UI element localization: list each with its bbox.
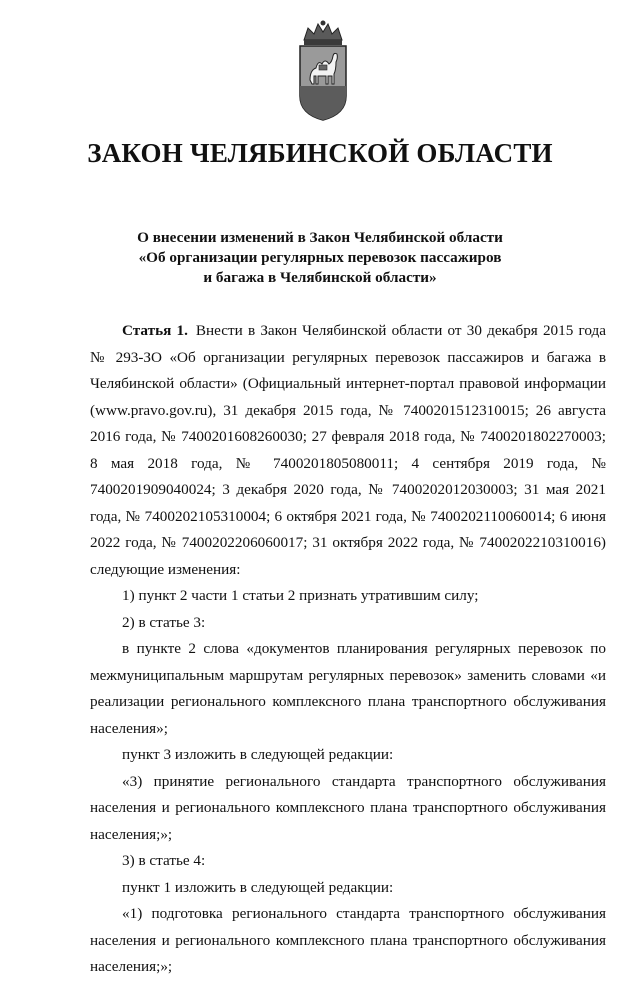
subject-line: «Об организации регулярных перевозок пассажиров: [138, 249, 502, 266]
paragraph: пункт 1 изложить в следующей редакции:: [122, 878, 394, 896]
article-intro-text: Внести в Закон Челябинской области от 30 декабря 2015 года № 293-ЗО «Об организации регулярных перевозок пассажиров и багажа в Челябинской области» (Официальный интернет-портал правовой информации (www.pravo.gov.ru), 31 декабря 2015 года, № 7400201512310015; 26 августа 2016 года, № 7400201608260030; 27 февраля 2018 года, № 7400201802270003; 8 мая 2018 года, № 7400201805080011; 4 сентября 2019 года, № 7400201909040024; 3 декабря 2020 года, № 7400202012030003; 31 мая 2021 года, № 7400202105310004; 6 октября 2021 года, № 7400202110060014; 6 июня 2022 года, № 7400202206060017; 31 октября 2022 года, № 7400202210310016) следующие изменения:: [90, 322, 606, 578]
paragraph: «3) принятие регионального стандарта транспортного обслуживания населения и регионального комплексного плана транспортного обслуживания населения;»;: [90, 772, 606, 843]
paragraph: пункт 3 изложить в следующей редакции:: [122, 746, 394, 763]
law-title: ЗАКОН ЧЕЛЯБИНСКОЙ ОБЛАСТИ: [87, 138, 553, 168]
subject-line: О внесении изменений в Закон Челябинской области: [137, 229, 503, 246]
article-body: [90, 318, 606, 981]
law-subject: [0, 228, 640, 288]
article-label: Статья 1.: [122, 322, 188, 339]
article-intro-paragraph: [90, 318, 606, 583]
paragraph: «1) подготовка регионального стандарта транспортного обслуживания населения и регионального комплексного плана транспортного обслуживания населения;»;: [90, 905, 606, 975]
chelyabinsk-coat-of-arms-icon: [292, 18, 354, 122]
paragraph: 2) в статье 3:: [122, 613, 206, 631]
paragraph: 1) пункт 2 части 1 статьи 2 признать утратившим силу;: [122, 587, 479, 604]
paragraph: в пункте 2 слова «документов планирования регулярных перевозок по межмуниципальным маршрутам регулярных перевозок» заменить словами «и реализации регионального комплексного плана транспортного обслуживания населения»;: [90, 640, 606, 737]
subject-line: и багажа в Челябинской области»: [203, 269, 437, 286]
paragraph: 3) в статье 4:: [122, 852, 206, 869]
